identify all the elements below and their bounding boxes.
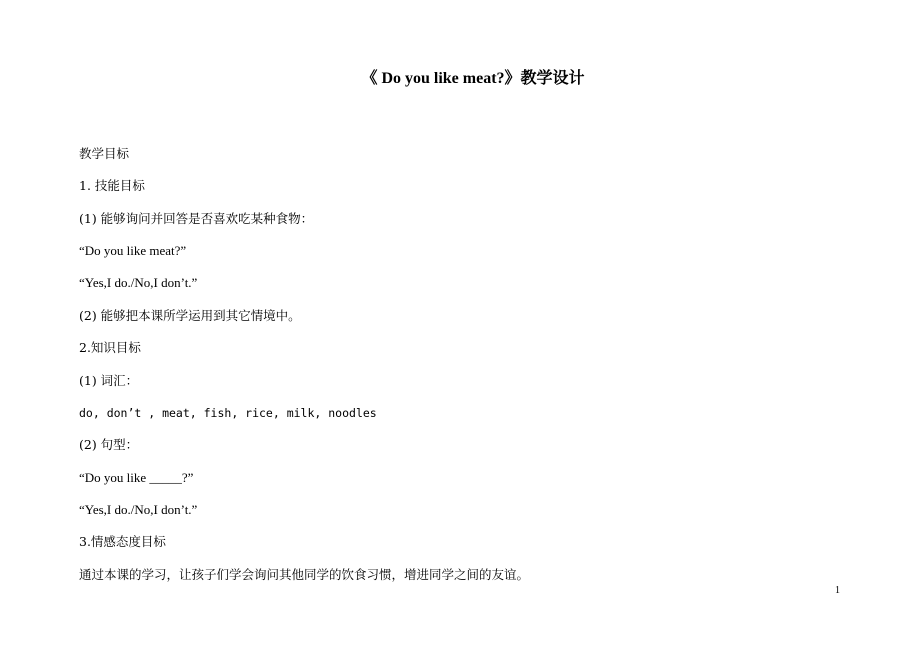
sentence-pattern-heading: (2) 句型： [79, 437, 139, 452]
vocabulary-list: do, don’t , meat, fish, rice, milk, noodles [79, 406, 377, 420]
emotion-goals-text: 通过本课的学习，让孩子们学会询问其他同学的饮食习惯，增进同学之间的友谊。 [79, 567, 530, 582]
knowledge-goals-heading: 2.知识目标 [79, 340, 141, 355]
emotion-goals-heading: 3.情感态度目标 [79, 534, 166, 549]
skill-goal-item-1: (1) 能够询问并回答是否喜欢吃某种食物： [79, 211, 314, 226]
page-number: 1 [835, 585, 840, 596]
pattern-question: “Do you like _____?” [79, 470, 194, 485]
vocabulary-heading: (1) 词汇： [79, 373, 139, 388]
example-question: “Do you like meat?” [79, 243, 187, 258]
skill-goal-item-2: (2) 能够把本课所学运用到其它情境中。 [79, 308, 301, 323]
example-answer: “Yes,I do./No,I don’t.” [79, 275, 198, 290]
document-title: 《 Do you like meat?》教学设计 [361, 70, 585, 87]
pattern-answer: “Yes,I do./No,I don’t.” [79, 502, 198, 517]
skill-goals-heading: 1. 技能目标 [79, 178, 145, 193]
section-heading-teaching-goals: 教学目标 [79, 146, 130, 161]
